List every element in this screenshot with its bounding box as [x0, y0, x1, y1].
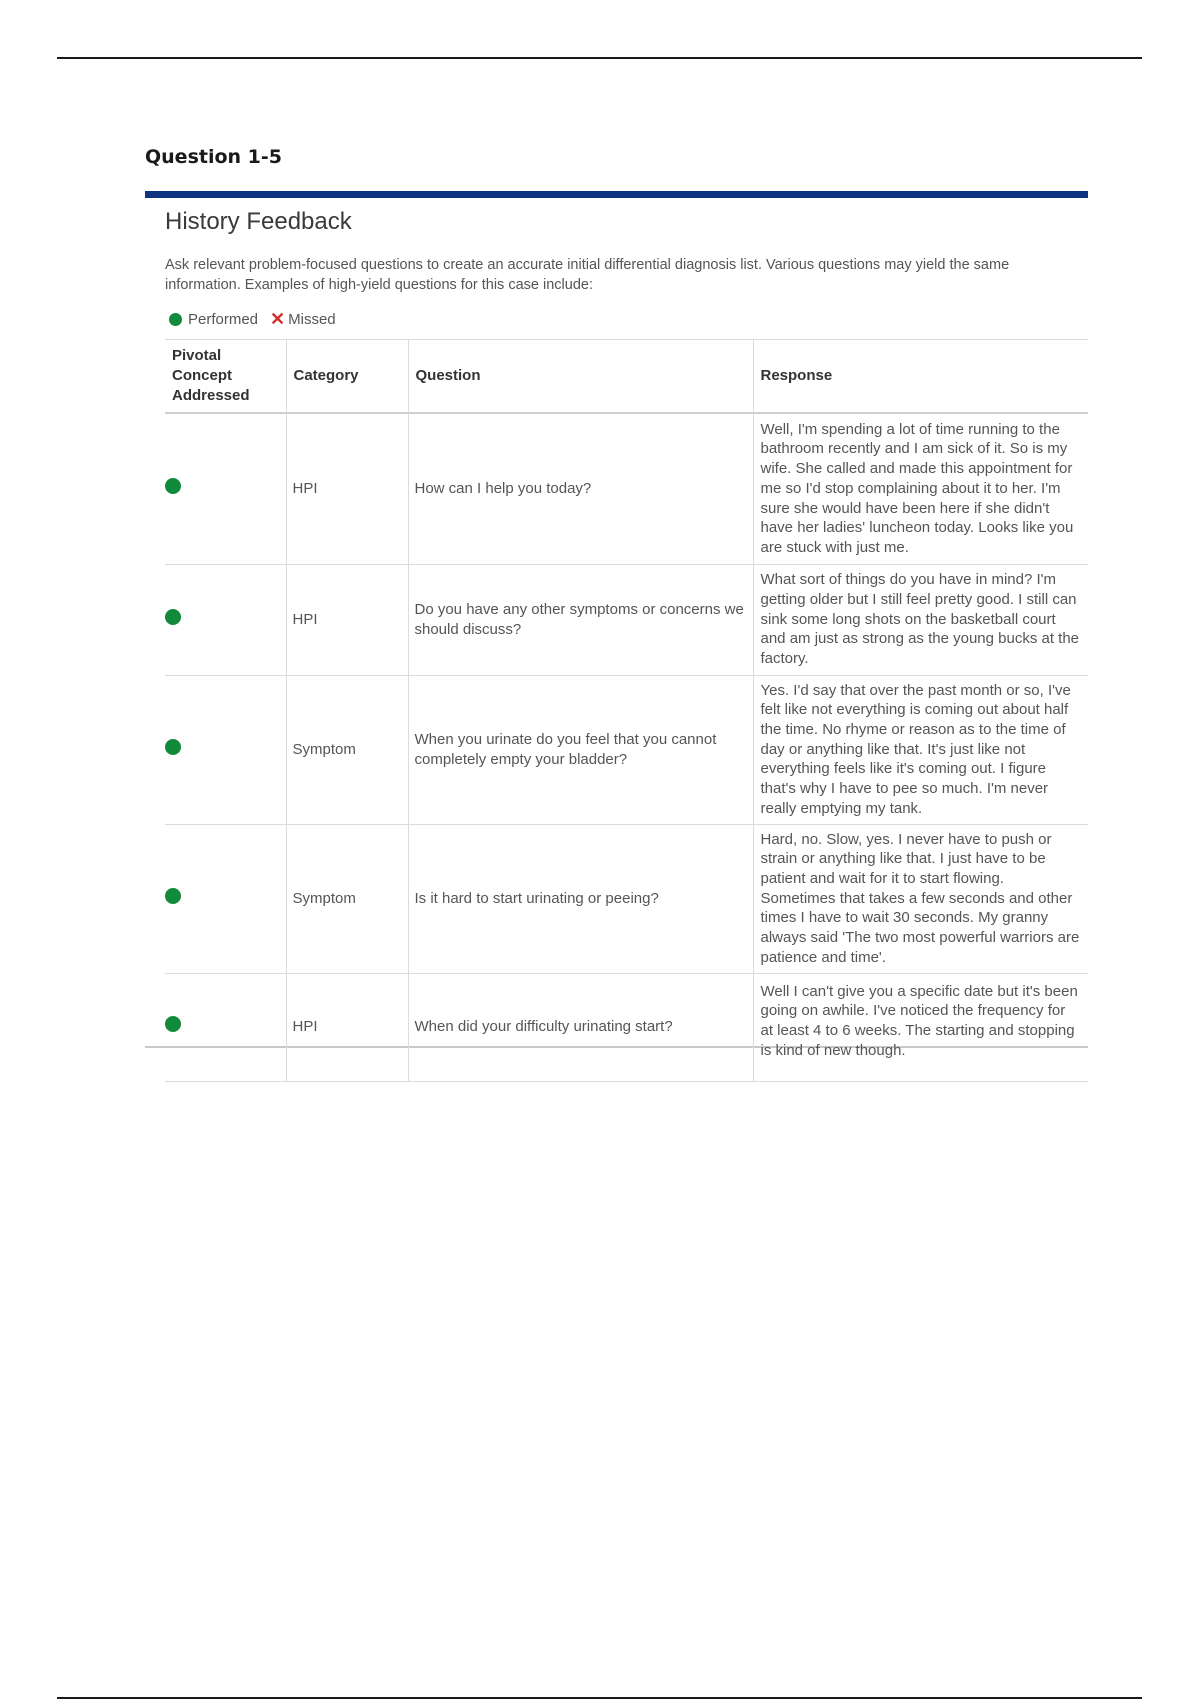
- performed-dot-icon: [165, 609, 181, 625]
- header-response: Response: [753, 340, 1088, 414]
- pivotal-cell: [165, 824, 286, 973]
- response-cell: What sort of things do you have in mind? I'm getting older but I still feel pretty good. I still can sink some long shots on the basketball court and am just as strong as the young bucks at the factory.: [753, 564, 1088, 675]
- page-top-rule: [57, 57, 1142, 59]
- table-row: [165, 675, 1088, 824]
- panel-intro: [165, 255, 1105, 295]
- category-cell: HPI: [286, 973, 408, 1081]
- page-bottom-rule: [57, 1697, 1142, 1699]
- response-cell: Yes. I'd say that over the past month or so, I've felt like not everything is coming out about half the time. No rhyme or reason as to the time of day or anything like that. It's just like not everything feels like it's coming out. I figure that's why I have to pee so much. I'm never really emptying my tank.: [753, 675, 1088, 824]
- performed-dot-icon: [165, 478, 181, 494]
- performed-dot-icon: [165, 1016, 181, 1032]
- pivotal-cell: [165, 413, 286, 564]
- question-cell: When did your difficulty urinating start?: [408, 973, 753, 1081]
- table-row: [165, 564, 1088, 675]
- response-cell: Well I can't give you a specific date but it's been going on awhile. I've noticed the frequency for at least 4 to 6 weeks. The starting and stopping is kind of new though.: [753, 973, 1088, 1081]
- header-category: Category: [286, 340, 408, 414]
- feedback-table: [165, 339, 1088, 1082]
- intro-line: information. Examples of high-yield questions for this case include:: [165, 277, 593, 293]
- legend-missed-label: Missed: [288, 310, 336, 328]
- question-cell: Is it hard to start urinating or peeing?: [408, 824, 753, 973]
- question-cell: When you urinate do you feel that you cannot completely empty your bladder?: [408, 675, 753, 824]
- question-cell: How can I help you today?: [408, 413, 753, 564]
- panel-title: History Feedback: [165, 208, 352, 235]
- performed-dot-icon: [169, 313, 182, 326]
- table-row: [165, 973, 1088, 1081]
- header-question: Question: [408, 340, 753, 414]
- category-cell: Symptom: [286, 675, 408, 824]
- pivotal-cell: [165, 675, 286, 824]
- intro-line: Ask relevant problem-focused questions to create an accurate initial differential diagnosis list. Various questions may yield the same: [165, 257, 1010, 273]
- history-feedback-panel: [145, 191, 1088, 1059]
- table-row: [165, 413, 1088, 564]
- legend: [169, 310, 336, 328]
- category-cell: HPI: [286, 564, 408, 675]
- category-cell: Symptom: [286, 824, 408, 973]
- header-pivotal: Pivotal Concept Addressed: [165, 340, 286, 414]
- pivotal-cell: [165, 564, 286, 675]
- table-header-row: [165, 340, 1088, 414]
- performed-dot-icon: [165, 888, 181, 904]
- page-heading: Question 1-5: [145, 146, 282, 168]
- performed-dot-icon: [165, 739, 181, 755]
- response-cell: Hard, no. Slow, yes. I never have to push or strain or anything like that. I just have to be patient and wait for it to start flowing. Sometimes that takes a few seconds and other times I have to wait 30 seconds. My granny always said 'The two most powerful warriors are patience and time'.: [753, 824, 1088, 973]
- pivotal-cell: [165, 973, 286, 1081]
- response-cell: Well, I'm spending a lot of time running to the bathroom recently and I am sick of it. So is my wife. She called and made this appointment for me so I'd stop complaining about it to her. I'm sure she would have been here if she didn't have her ladies' luncheon today. Looks like you are stuck with just me.: [753, 413, 1088, 564]
- category-cell: HPI: [286, 413, 408, 564]
- missed-x-icon: ✕: [270, 309, 286, 329]
- table-row: [165, 824, 1088, 973]
- legend-performed-label: Performed: [188, 310, 259, 328]
- question-cell: Do you have any other symptoms or concerns we should discuss?: [408, 564, 753, 675]
